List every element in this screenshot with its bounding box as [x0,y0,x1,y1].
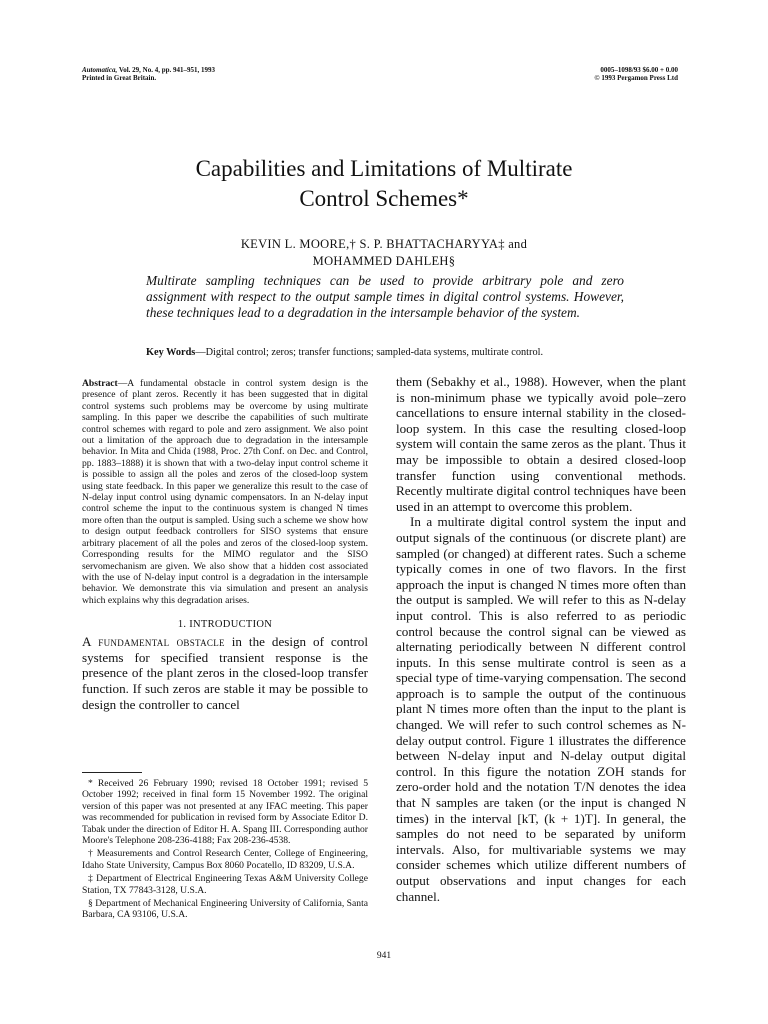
footnote-rule [82,772,142,773]
issn-copyright [428,66,678,82]
keywords-label: Key Words [146,347,196,358]
intro-text: in the design of control systems for specified transient response is the presence of the plant zeros in the closed-loop transfer function. If such zeros are stable it may be possible to design the controller to cancel [82,634,368,712]
body-paragraph-2: In a multirate digital control system the input and output signals of the continuous (or discrete plant) are sampled (or changed) at different rates. Such a scheme typically comes in one of two flavors. In the first approach the input is changed N times more often than the output is sampled. We will refer to this as N-delay input control. This is also referred to as periodic control because the control signal can be viewed as alternating periodically between N different control inputs. In this sense multirate control is seen as a special type of time-varying compensation. The second approach is to sample the output of the continuous plant N times more often than the input to the plant is changed. We will refer to such control schemes as N-delay output control. Figure 1 illustrates the difference between N-delay input and N-delay output digital control. In this figure the notation ZOH stands for zero-order hold and the notation T/N denotes the idea that N samples are taken (or the input is changed N times) in the interval [kT, (k + 1)T]. In general, the samples do not need to be separated by uniform intervals. Also, for multivariable systems we may consider schemes which utilize different numbers of output observations and input changes for each channel. [396,514,686,904]
paper-title: Capabilities and Limitations of Multirate Control Schemes* [195,156,573,211]
intro-lead-caps: A fundamental obstacle [82,634,225,650]
author-list: KEVIN L. MOORE,† S. P. BHATTACHARYYA‡ and MOHAMMED DAHLEH§ [240,237,528,268]
footnote-affiliation-1: † Measurements and Control Research Center, College of Engineering, Idaho State University, Campus Box 8060 Pocatello, ID 83209, U.S.A. [82,848,368,871]
right-column [396,374,686,904]
intro-paragraph [82,634,368,712]
abstract [82,378,368,606]
body-paragraph-1: them (Sebakhy et al., 1988). However, when the plant is non-minimum phase we typically avoid pole–zero cancellations to ensure internal stability in the closed-loop system. In this case the resulting closed-loop system will contain the same zeros as the plant. Thus it may be impossible to obtain a desired closed-loop transfer function using conventional methods. Recently multirate digital control techniques have been used in an attempt to overcome this problem. [396,374,686,514]
page-number: 941 [376,951,392,961]
footnote-affiliation-3: § Department of Mechanical Engineering University of California, Santa Barbara, CA 93106, U.S.A. [82,898,368,921]
journal-line-2: Printed in Great Britain. [82,74,157,82]
abstract-label: Abstract [82,378,118,389]
left-column [82,378,368,712]
abstract-text: —A fundamental obstacle in control system design is the presence of plant zeros. Recently it has been suggested that in digital control systems such problems may be overcome by using multirate sampling. In this paper we describe the capabilities of such multirate control schemes with regard to pole and zero assignment. We also point out a limitation of the approach due to degradation in the intersample behavior. In Mita and Chida (1988, Proc. 27th Conf. on Dec. and Control, pp. 1883–1888) it is shown that with a two-delay input control scheme it is possible to assign all the poles and zeros of the closed-loop system using state feedback. In this paper we generalize this result to the case of N-delay input control using dynamic compensators. In an N-delay input control scheme the input to the continuous system is changed N times more often than the output is sampled. Using such a scheme we show how to design output feedback controllers for SISO systems that ensure arbitrary placement of all the poles and zeros of the closed-loop system. Corresponding results for the MIMO regulator and the SISO servomechanism are given. We also show that a hidden cost associated with the use of N-delay input control is a degradation in the intersample behavior. We demonstrate this via simulation and present an analysis which explains why this degradation arises. [82,378,368,606]
journal-line-1: Automatica, Vol. 29, No. 4, pp. 941–951, 1993 [82,66,216,74]
keywords-text: —Digital control; zeros; transfer functions; sampled-data systems, multirate control. [195,347,544,358]
footnote-affiliation-2: ‡ Department of Electrical Engineering Texas A&M University College Station, TX 77843-3128, U.S.A. [82,873,368,896]
journal-citation [82,66,382,82]
summary-statement: Multirate sampling techniques can be used to provide arbitrary pole and zero assignment with respect to the output sample times in digital control systems. However, these techniques lead to a degradation in the intersample behavior of the system. [146,273,624,321]
footnote-received: * Received 26 February 1990; revised 18 October 1991; revised 5 October 1992; received in final form 15 November 1992. The original version of this paper was not presented at any IFAC meeting. This paper was recommended for publication in revised form by Associate Editor D. Tabak under the direction of Editor H. A. Spang III. Corresponding author Moore's Telephone 208-236-4188; Fax 208-236-4538. [82,778,368,847]
copyright-line: © 1993 Pergamon Press Ltd [594,74,678,82]
issn-line: 0005–1098/93 $6.00 + 0.00 [600,66,678,74]
footnotes [82,778,368,923]
keywords [146,347,646,359]
section-heading: 1. INTRODUCTION [177,619,273,631]
